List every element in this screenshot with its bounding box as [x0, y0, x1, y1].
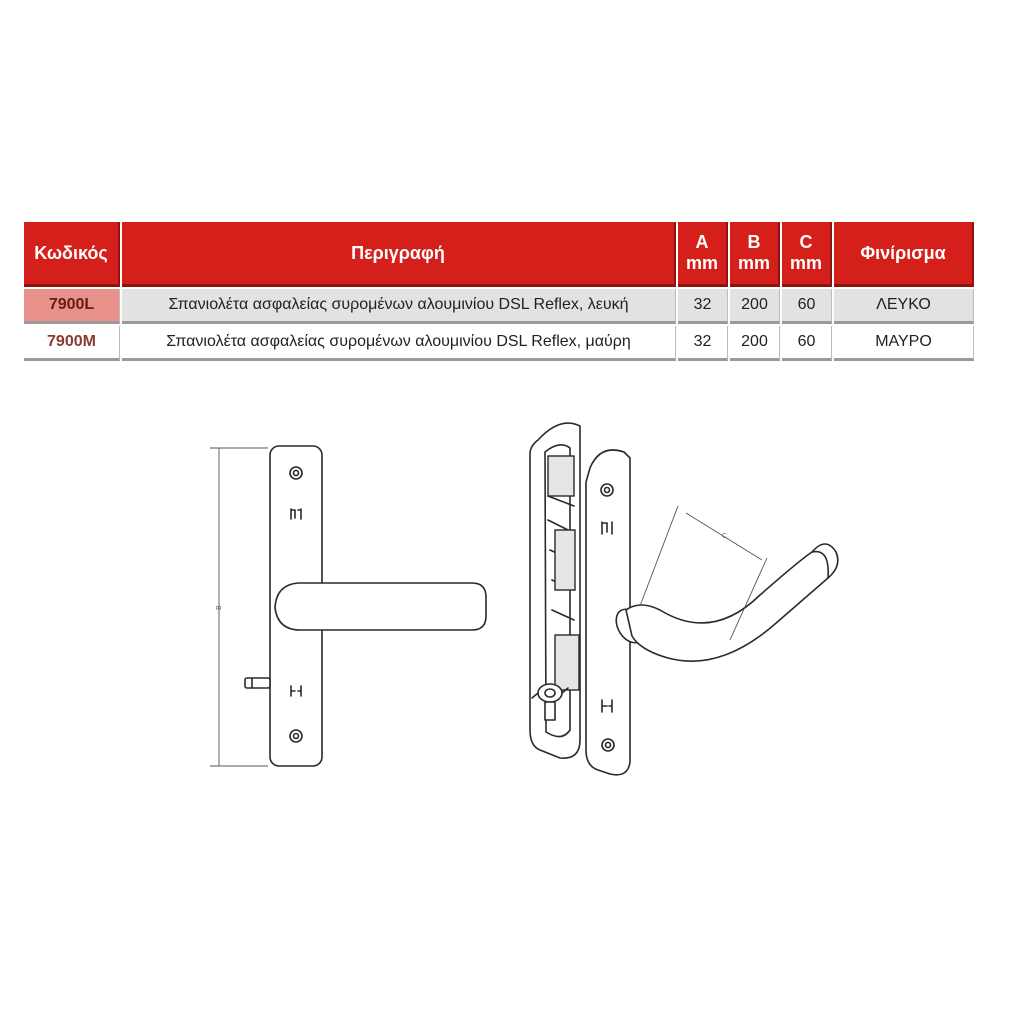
header-b-unit: mm	[737, 253, 770, 273]
header-c	[782, 222, 832, 287]
dimension-b	[210, 448, 268, 766]
cell-code: 7900L	[24, 289, 120, 324]
front-view	[210, 446, 486, 766]
cell-c: 60	[782, 289, 832, 324]
cell-finish: ΜΑΥΡΟ	[834, 326, 974, 361]
cell-code: 7900M	[24, 326, 120, 361]
mechanism-lower-block	[555, 635, 579, 690]
header-a-letter: A	[695, 232, 709, 252]
dimension-b-label: B	[216, 605, 223, 610]
header-c-unit: mm	[789, 253, 822, 273]
product-spec-table	[22, 220, 976, 363]
cell-a: 32	[678, 326, 728, 361]
lever-handle	[275, 583, 486, 630]
table-header-row	[24, 222, 974, 287]
cell-description: Σπανιολέτα ασφαλείας συρομένων αλουμινίου DSL Reflex, μαύρη	[122, 326, 676, 361]
header-b-letter: B	[747, 232, 761, 252]
table-row	[24, 326, 974, 361]
curved-lever-handle	[626, 544, 838, 661]
header-description: Περιγραφή	[122, 222, 676, 287]
header-c-letter: C	[799, 232, 813, 252]
cell-a: 32	[678, 289, 728, 324]
header-a-unit: mm	[685, 253, 718, 273]
cell-finish: ΛΕΥΚΟ	[834, 289, 974, 324]
mechanism-block	[548, 456, 574, 496]
table-row	[24, 289, 974, 324]
perspective-view	[530, 423, 838, 775]
cell-c: 60	[782, 326, 832, 361]
latch-stub	[245, 678, 270, 688]
cell-description: Σπανιολέτα ασφαλείας συρομένων αλουμινίου DSL Reflex, λευκή	[122, 289, 676, 324]
dimension-c-label: C	[722, 533, 728, 540]
header-a	[678, 222, 728, 287]
header-finish: Φινίρισμα	[834, 222, 974, 287]
product-technical-drawing	[200, 410, 850, 790]
header-b	[730, 222, 780, 287]
header-code: Κωδικός	[24, 222, 120, 287]
cell-b: 200	[730, 289, 780, 324]
cell-b: 200	[730, 326, 780, 361]
